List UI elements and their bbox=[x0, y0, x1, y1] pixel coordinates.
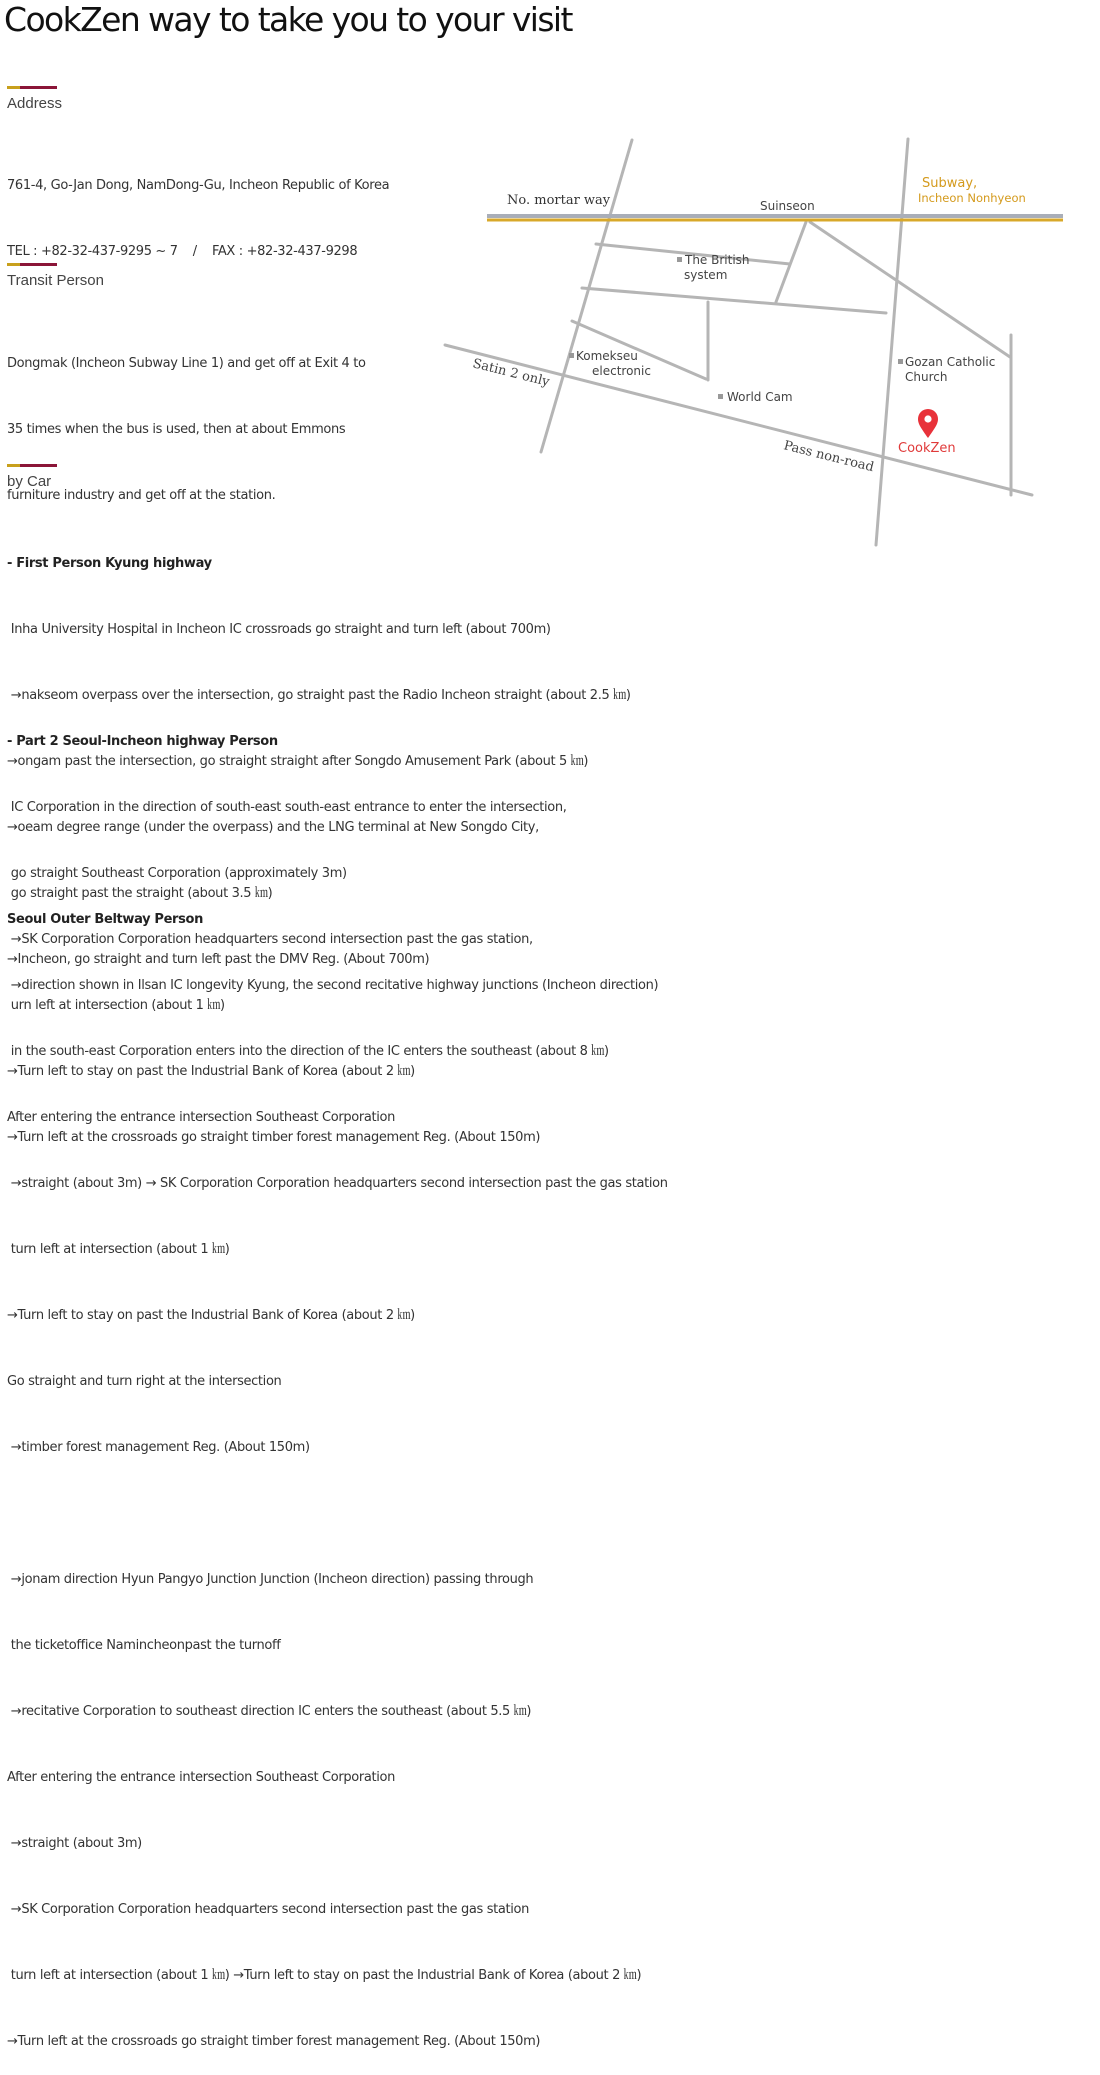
label-suinseon: Suinseon bbox=[760, 199, 815, 213]
route-line: →Turn left to stay on past the Industrial Bank of Korea (about 2 ㎞) bbox=[7, 1064, 415, 1079]
route-line: →Turn left at the crossroads go straight timber forest management Reg. (About 150m) bbox=[7, 2034, 541, 2049]
label-subway-station: Incheon Nonhyeon bbox=[918, 191, 1026, 205]
route-line: →SK Corporation Corporation headquarters second intersection past the gas station bbox=[7, 1902, 529, 1917]
route-line: urn left at intersection (about 1 ㎞) bbox=[7, 998, 225, 1013]
route-line: →jonam direction Hyun Pangyo Junction Junction (Incheon direction) passing through bbox=[7, 1572, 534, 1587]
label-british-2: system bbox=[684, 268, 728, 282]
road-right-vertical bbox=[876, 139, 908, 545]
transit-heading: Transit Person bbox=[7, 272, 104, 289]
route-line: →oeam degree range (under the overpass) and the LNG terminal at New Songdo City, bbox=[7, 820, 539, 835]
label-british-1: The British bbox=[685, 253, 750, 267]
address-block bbox=[7, 131, 389, 285]
road-right-diagonal bbox=[810, 222, 1010, 357]
road-left-diagonal bbox=[541, 140, 632, 452]
label-pass-non-road: Pass non-road bbox=[782, 438, 876, 476]
transit-section-header bbox=[7, 263, 104, 290]
route-line: →Turn left to stay on past the Industrial Bank of Korea (about 2 ㎞) bbox=[7, 1308, 415, 1323]
section-accent-bar bbox=[7, 263, 57, 266]
route-line: After entering the entrance intersection Southeast Corporation bbox=[7, 1770, 395, 1785]
route-line: go straight past the straight (about 3.5 ㎞) bbox=[7, 886, 273, 901]
poi-marker-british bbox=[677, 257, 682, 262]
address-heading: Address bbox=[7, 95, 63, 112]
route-line: →direction shown in Ilsan IC longevity Kyung, the second recitative highway junctions (Incheon direction) bbox=[7, 978, 659, 993]
label-gozan-1: Gozan Catholic bbox=[905, 355, 996, 369]
route-line: Go straight and turn right at the intersection bbox=[7, 1374, 282, 1389]
car-heading: by Car bbox=[7, 473, 52, 490]
poi-marker-world-cam bbox=[718, 394, 723, 399]
transit-line: 35 times when the bus is used, then at about Emmons bbox=[7, 422, 346, 437]
route-line: →ongam past the intersection, go straight straight after Songdo Amusement Park (about 5 ㎞) bbox=[7, 754, 589, 769]
route-line: in the south-east Corporation enters into the direction of the IC enters the southeast (about 8 ㎞) bbox=[7, 1044, 609, 1059]
route-line: →straight (about 3m) bbox=[7, 1836, 142, 1851]
transit-line: Dongmak (Incheon Subway Line 1) and get off at Exit 4 to bbox=[7, 356, 366, 371]
transit-line: furniture industry and get off at the station. bbox=[7, 488, 276, 503]
label-subway: Subway, bbox=[922, 176, 978, 191]
address-line: 761-4, Go-Jan Dong, NamDong-Gu, Incheon Republic of Korea bbox=[7, 178, 390, 193]
route-outer-beltway bbox=[7, 865, 668, 2075]
route-line: →Turn left at the crossroads go straight timber forest management Reg. (About 150m) bbox=[7, 1130, 541, 1145]
page-title: CookZen way to take you to your visit bbox=[4, 0, 572, 39]
route-line: →straight (about 3m) → SK Corporation Corporation headquarters second intersection past the gas station bbox=[7, 1176, 668, 1191]
route-line: Inha University Hospital in Incheon IC crossroads go straight and turn left (about 700m) bbox=[7, 622, 551, 637]
route-line: turn left at intersection (about 1 ㎞) →Turn left to stay on past the Industrial Bank of Korea (about 2 ㎞) bbox=[7, 1968, 642, 1983]
route-line: →nakseom overpass over the intersection, go straight past the Radio Incheon straight (about 2.5 ㎞) bbox=[7, 688, 631, 703]
location-pin-icon bbox=[918, 409, 938, 438]
poi-marker-komekseu bbox=[569, 353, 574, 358]
route-line: →Incheon, go straight and turn left past the DMV Reg. (About 700m) bbox=[7, 952, 430, 967]
address-section-header bbox=[7, 86, 62, 113]
road-middle-horizontal bbox=[582, 288, 886, 313]
label-satin-2-only: Satin 2 only bbox=[471, 356, 551, 390]
section-accent-bar bbox=[7, 464, 57, 467]
poi-marker-gozan bbox=[898, 359, 903, 364]
label-komekseu-2: electronic bbox=[592, 364, 651, 378]
route-line: turn left at intersection (about 1 ㎞) bbox=[7, 1242, 230, 1257]
car-section-header bbox=[7, 464, 57, 491]
route-title: - First Person Kyung highway bbox=[7, 556, 212, 571]
transit-block bbox=[7, 309, 366, 529]
label-world-cam: World Cam bbox=[727, 390, 793, 404]
route-line: After entering the entrance intersection Southeast Corporation bbox=[7, 1110, 395, 1125]
location-map bbox=[440, 130, 1070, 550]
route-line bbox=[7, 1503, 668, 1525]
label-komekseu-1: Komekseu bbox=[576, 349, 638, 363]
route-title: - Part 2 Seoul-Incheon highway Person bbox=[7, 734, 278, 749]
route-line: →timber forest management Reg. (About 150m) bbox=[7, 1440, 310, 1455]
section-accent-bar bbox=[7, 86, 57, 89]
label-mortar-way: No. mortar way bbox=[507, 193, 611, 208]
route-line: the ticketoffice Namincheonpast the turnoff bbox=[7, 1638, 281, 1653]
route-line: go straight Southeast Corporation (approximately 3m) bbox=[7, 866, 347, 881]
label-gozan-2: Church bbox=[905, 370, 948, 384]
route-line: →recitative Corporation to southeast direction IC enters the southeast (about 5.5 ㎞) bbox=[7, 1704, 532, 1719]
label-cookzen: CookZen bbox=[898, 441, 956, 456]
route-line: IC Corporation in the direction of south-east south-east entrance to enter the intersection, bbox=[7, 800, 567, 815]
route-line: →SK Corporation Corporation headquarters second intersection past the gas station, bbox=[7, 932, 533, 947]
phone-fax-line: TEL : +82-32-437-9295 ~ 7 / FAX : +82-32-437-9298 bbox=[7, 244, 358, 259]
route-title: Seoul Outer Beltway Person bbox=[7, 912, 203, 927]
